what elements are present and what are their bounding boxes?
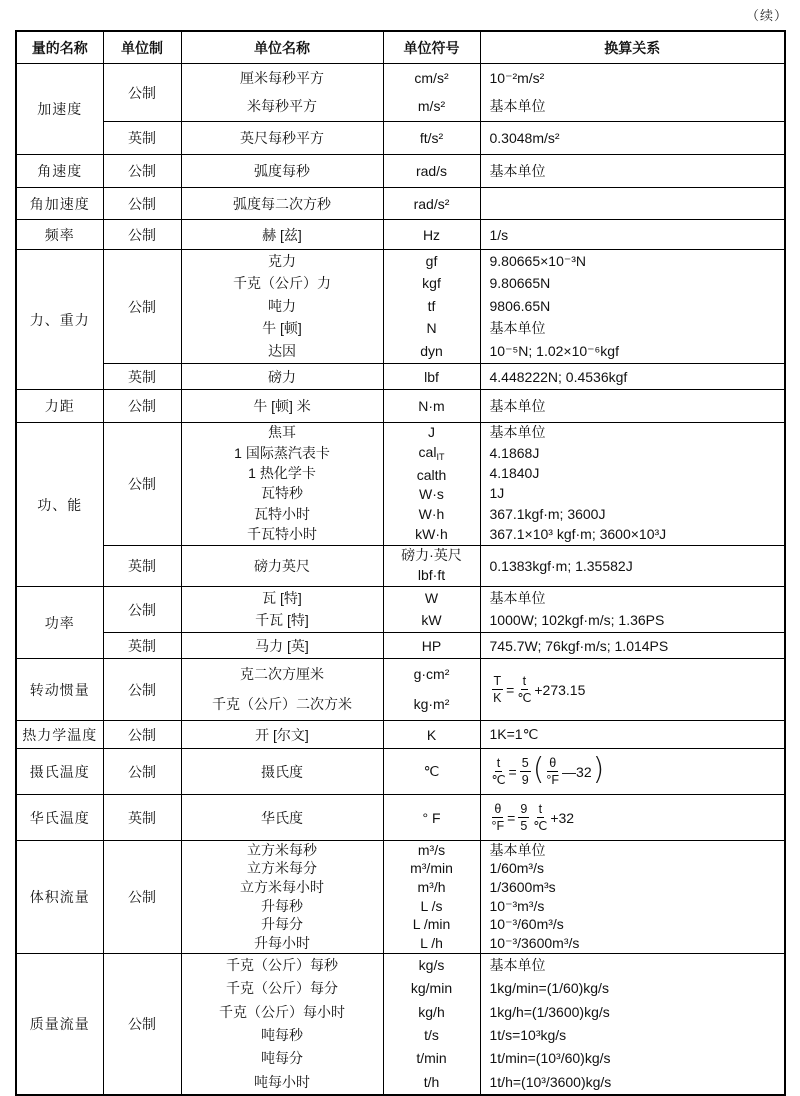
unit-name: 立方米每小时	[240, 878, 324, 895]
unit-name: 千瓦特小时	[247, 526, 317, 543]
system-cell: 公制	[103, 841, 181, 954]
header-conversion: 换算关系	[480, 31, 785, 64]
unit-symbol: ℃	[383, 749, 480, 795]
unit-name: 1 热化学卡	[248, 465, 316, 482]
conversion-value: 基本单位	[489, 424, 546, 441]
table-row	[16, 250, 785, 364]
unit-name: 弧度每二次方秒	[181, 188, 383, 220]
quantity-cell: 华氏温度	[16, 795, 103, 841]
table-row	[16, 546, 785, 587]
conversion-value: 1kg/min=(1/60)kg/s	[489, 980, 609, 997]
conversion-value: 745.7W; 76kgf·m/s; 1.014PS	[480, 633, 785, 659]
quantity-cell: 力、重力	[16, 250, 103, 390]
unit-symbol: g·cm²	[413, 665, 450, 682]
conversion-value: 367.1kgf·m; 3600J	[489, 505, 606, 522]
unit-name: 升每小时	[254, 934, 310, 951]
unit-symbol: W·s	[419, 486, 444, 503]
header-unit-symbol: 单位符号	[383, 31, 480, 64]
conversion-value: 1kg/h=(1/3600)kg/s	[489, 1003, 610, 1020]
unit-symbol: kW·h	[415, 526, 448, 543]
conversion-value: 基本单位	[489, 956, 546, 973]
unit-name: 摄氏度	[181, 749, 383, 795]
unit-symbol: gf	[425, 252, 438, 269]
unit-symbol: t/min	[416, 1050, 447, 1067]
table-row	[16, 749, 785, 795]
conversion-value: 基本单位	[489, 589, 546, 606]
conversion-value: 1000W; 102kgf·m/s; 1.36PS	[489, 612, 665, 629]
quantity-cell: 转动惯量	[16, 659, 103, 721]
unit-name: 千克（公斤）力	[233, 275, 331, 292]
unit-name: 达因	[268, 342, 296, 359]
conversion-value: 10⁻⁵N; 1.02×10⁻⁶kgf	[489, 342, 619, 359]
unit-symbol: J	[428, 424, 435, 441]
system-cell: 英制	[103, 795, 181, 841]
system-cell: 公制	[103, 188, 181, 220]
conversion-value: 4.1868J	[489, 444, 540, 461]
unit-name: 立方米每秒	[247, 841, 317, 858]
unit-name: 牛 [顿] 米	[181, 390, 383, 423]
unit-symbol: lbf·ft	[417, 567, 446, 584]
unit-symbol: kg·m²	[413, 696, 450, 713]
unit-name: 瓦特小时	[254, 505, 310, 522]
unit-symbol: kg/h	[418, 1003, 445, 1020]
celsius-formula: $\frac{t}{℃}$ = $\frac{5}{9}$ ( $\frac{\theta}{^\circ F}$ —32)	[480, 749, 785, 795]
unit-name: 牛 [顿]	[262, 320, 302, 337]
quantity-cell: 功、能	[16, 423, 103, 587]
formula-fraction: $\frac{T}{K}$	[493, 673, 502, 705]
system-cell: 公制	[103, 749, 181, 795]
quantity-cell: 功率	[16, 587, 103, 659]
quantity-cell: 频率	[16, 220, 103, 250]
unit-symbol: HP	[383, 633, 480, 659]
table-row	[16, 188, 785, 220]
unit-symbol: rad/s²	[383, 188, 480, 220]
formula-fraction: $\frac{5}{9}$	[521, 755, 529, 787]
unit-name: 焦耳	[268, 424, 296, 441]
system-cell: 公制	[103, 390, 181, 423]
unit-symbol: m/s²	[417, 98, 446, 115]
unit-name: 吨每秒	[261, 1026, 303, 1043]
conversion-value: 基本单位	[480, 390, 785, 423]
unit-symbol: N·m	[383, 390, 480, 423]
conversion-value: 基本单位	[480, 155, 785, 188]
conversion-value: 1/60m³/s	[489, 860, 544, 877]
unit-symbol: Hz	[383, 220, 480, 250]
unit-symbol: ft/s²	[383, 122, 480, 155]
unit-name: 克力	[268, 252, 296, 269]
table-row	[16, 633, 785, 659]
quantity-cell: 体积流量	[16, 841, 103, 954]
table-row	[16, 423, 785, 546]
formula-fraction: $\frac{9}{5}$	[520, 801, 528, 833]
table-row	[16, 122, 785, 155]
unit-name: 英尺每秒平方	[181, 122, 383, 155]
header-quantity: 量的名称	[16, 31, 103, 64]
conversion-value: 9806.65N	[489, 297, 551, 314]
unit-symbol: t/h	[423, 1073, 440, 1090]
unit-name: 吨每小时	[254, 1073, 310, 1090]
table-row	[16, 841, 785, 954]
table-row	[16, 587, 785, 633]
system-cell: 公制	[103, 155, 181, 188]
unit-name: 华氏度	[181, 795, 383, 841]
unit-symbol: L /s	[420, 897, 443, 914]
system-cell: 英制	[103, 364, 181, 390]
table-row	[16, 721, 785, 749]
unit-symbol: kg/s	[418, 956, 445, 973]
conversion-value: 10⁻³/3600m³/s	[489, 934, 580, 951]
unit-name: 升每秒	[261, 897, 303, 914]
header-unit-name: 单位名称	[181, 31, 383, 64]
system-cell: 公制	[103, 423, 181, 546]
unit-name: 千克（公斤）二次方米	[212, 696, 352, 713]
table-row	[16, 954, 785, 1096]
unit-symbol: W	[424, 589, 439, 606]
unit-name: 马力 [英]	[181, 633, 383, 659]
formula-fraction: $\frac{t}{℃}$	[517, 673, 532, 705]
quantity-cell: 角加速度	[16, 188, 103, 220]
unit-name: 磅力英尺	[181, 546, 383, 587]
system-cell: 公制	[103, 954, 181, 1096]
conversion-value: 367.1×10³ kgf·m; 3600×10³J	[489, 526, 667, 543]
system-cell: 公制	[103, 220, 181, 250]
system-cell: 公制	[103, 587, 181, 633]
conversion-value: 1t/s=10³kg/s	[489, 1026, 567, 1043]
unit-name: 千克（公斤）每分	[226, 980, 338, 997]
conversion-value: 基本单位	[489, 98, 546, 115]
conversion-value: 1/3600m³s	[489, 878, 556, 895]
unit-name: 克二次方厘米	[240, 665, 324, 682]
continued-label: （续）	[745, 8, 788, 23]
table-row	[16, 364, 785, 390]
unit-symbol: kgf	[422, 275, 441, 292]
quantity-cell: 力距	[16, 390, 103, 423]
system-cell: 公制	[103, 721, 181, 749]
unit-symbol: K	[383, 721, 480, 749]
unit-symbol: W·h	[418, 506, 445, 523]
unit-symbol: lbf	[383, 364, 480, 390]
unit-name: 磅力	[181, 364, 383, 390]
system-cell: 英制	[103, 546, 181, 587]
header-row	[16, 31, 785, 64]
table-row	[16, 659, 785, 721]
conversion-value: 4.448222N; 0.4536kgf	[480, 364, 785, 390]
unit-symbol: tf	[427, 297, 436, 314]
unit-name: 1 国际蒸汽表卡	[234, 444, 330, 461]
header-system: 单位制	[103, 31, 181, 64]
formula-fraction: $\frac{t}{℃}$	[533, 801, 548, 833]
unit-symbol: t/s	[424, 1026, 439, 1043]
kelvin-formula: $\frac{T}{K}$ = $\frac{t}{℃}$ +273.15	[480, 659, 785, 721]
unit-symbol: ° F	[383, 795, 480, 841]
unit-name: 赫 [兹]	[181, 220, 383, 250]
table-row	[16, 220, 785, 250]
unit-symbol: cm/s²	[414, 69, 449, 86]
conversion-value: 9.80665×10⁻³N	[489, 252, 587, 269]
conversion-value: 基本单位	[489, 320, 546, 337]
formula-fraction: $\frac{t}{℃}$	[491, 755, 506, 787]
unit-name: 升每分	[261, 916, 303, 933]
unit-symbol: cal$_{IT}$	[418, 444, 445, 463]
conversion-value: 9.80665N	[489, 275, 551, 292]
conversion-value: 10⁻²m/s²	[489, 69, 545, 86]
formula-fraction: $\frac{\theta}{^\circ F}$	[546, 755, 560, 787]
quantity-cell: 摄氏温度	[16, 749, 103, 795]
conversion-value: 10⁻³/60m³/s	[489, 916, 564, 933]
quantity-cell: 角速度	[16, 155, 103, 188]
unit-symbol: m³/s	[417, 841, 446, 858]
unit-name: 米每秒平方	[247, 98, 317, 115]
unit-symbol: kg/min	[410, 980, 453, 997]
table-row	[16, 795, 785, 841]
unit-name: 开 [尔文]	[181, 721, 383, 749]
system-cell: 公制	[103, 250, 181, 364]
conversion-value: 1/s	[480, 220, 785, 250]
units-table	[15, 30, 786, 1096]
unit-symbol: m³/min	[410, 860, 453, 877]
quantity-cell: 加速度	[16, 64, 103, 155]
unit-name: 瓦特秒	[261, 485, 303, 502]
quantity-cell: 质量流量	[16, 954, 103, 1096]
unit-symbol: N	[426, 320, 437, 337]
unit-symbol: L /min	[412, 916, 451, 933]
table-row	[16, 64, 785, 122]
conversion-value: 10⁻³m³/s	[489, 897, 545, 914]
unit-name: 千克（公斤）每小时	[219, 1003, 345, 1020]
unit-name: 吨每分	[261, 1050, 303, 1067]
conversion-value: 0.3048m/s²	[480, 122, 785, 155]
unit-name: 吨力	[268, 297, 296, 314]
conversion-value	[480, 188, 785, 220]
unit-name: 千克（公斤）每秒	[226, 956, 338, 973]
unit-name: 千瓦 [特]	[255, 612, 309, 629]
system-cell: 英制	[103, 122, 181, 155]
unit-symbol: kW	[421, 612, 442, 629]
quantity-cell: 热力学温度	[16, 721, 103, 749]
fahrenheit-formula: $\frac{\theta}{^\circ F}$ = $\frac{9}{5}$ $\frac{t}{℃}$ +32	[480, 795, 785, 841]
conversion-value: 4.1840J	[489, 465, 540, 482]
unit-symbol: calth	[416, 466, 447, 483]
unit-symbol: rad/s	[383, 155, 480, 188]
unit-symbol: 磅力·英尺	[401, 547, 462, 564]
system-cell: 公制	[103, 64, 181, 122]
unit-symbol: m³/h	[417, 878, 446, 895]
conversion-value: 基本单位	[489, 841, 546, 858]
table-row	[16, 390, 785, 423]
conversion-value: 1J	[489, 485, 505, 502]
table-row	[16, 155, 785, 188]
unit-symbol: dyn	[420, 342, 443, 359]
unit-name: 弧度每秒	[181, 155, 383, 188]
unit-symbol: L /h	[420, 934, 443, 951]
conversion-value: 1t/min=(10³/60)kg/s	[489, 1050, 611, 1067]
system-cell: 公制	[103, 659, 181, 721]
unit-name: 瓦 [特]	[262, 589, 302, 606]
system-cell: 英制	[103, 633, 181, 659]
formula-fraction: $\frac{\theta}{^\circ F}$	[491, 801, 505, 833]
unit-name: 厘米每秒平方	[240, 69, 324, 86]
unit-name: 立方米每分	[247, 860, 317, 877]
conversion-value: 1t/h=(10³/3600)kg/s	[489, 1073, 612, 1090]
conversion-value: 1K=1℃	[480, 721, 785, 749]
conversion-value: 0.1383kgf·m; 1.35582J	[480, 546, 785, 587]
